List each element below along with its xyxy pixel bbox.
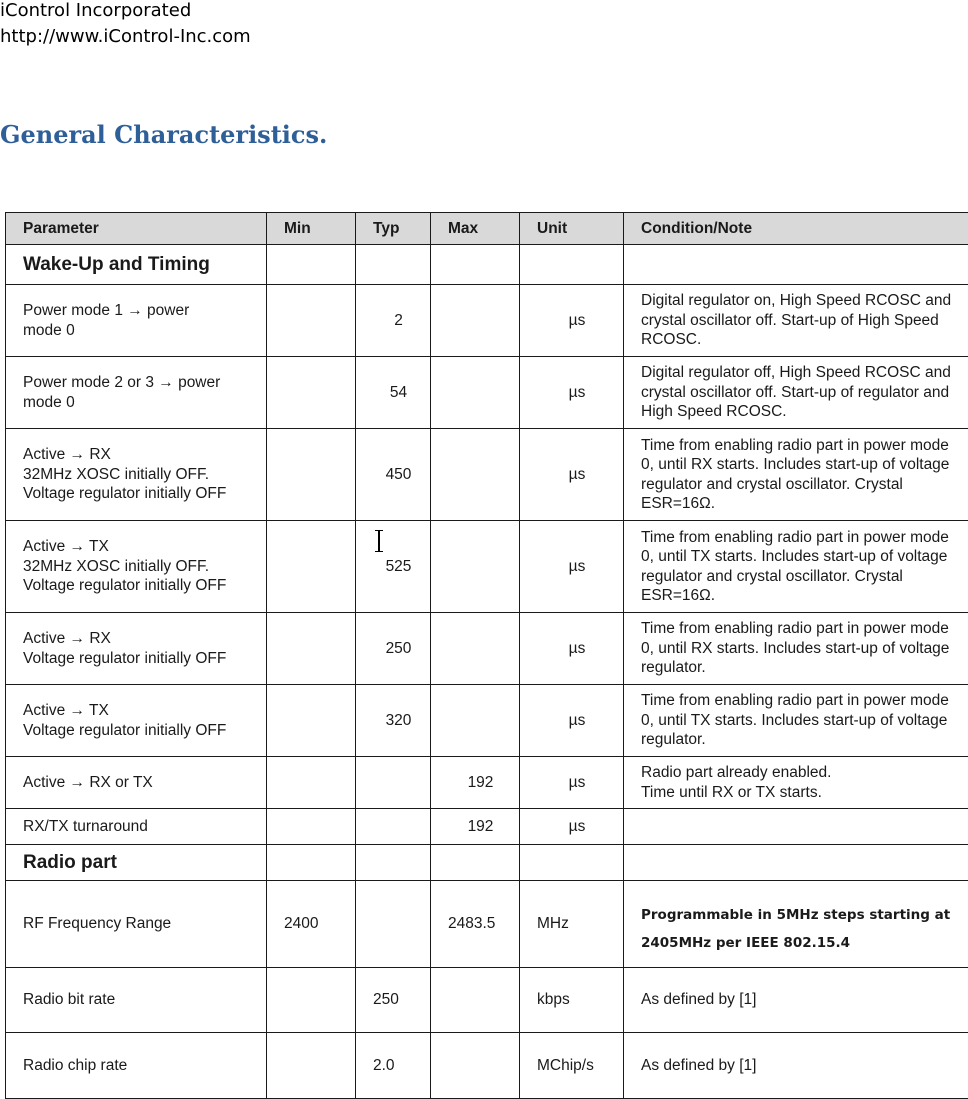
company-name: iControl Incorporated [0, 0, 191, 22]
cell-max [431, 685, 520, 757]
col-max: Max [431, 213, 520, 245]
cell-min [267, 429, 356, 521]
cell-note: As defined by [1] [624, 968, 968, 1033]
cell-max [431, 285, 520, 357]
cell-min [267, 757, 356, 809]
cell-note: Radio part already enabled. Time until RX or TX starts. [624, 757, 968, 809]
cell-typ [356, 881, 431, 968]
cell-max [431, 1033, 520, 1099]
cell-typ: 250 [356, 613, 431, 685]
col-min: Min [267, 213, 356, 245]
cell-max [431, 429, 520, 521]
cell-note [624, 809, 968, 845]
cell-parameter: Active → TX 32MHz XOSC initially OFF. Voltage regulator initially OFF [6, 521, 267, 613]
cell-min [267, 809, 356, 845]
cell-typ: 2.0 [356, 1033, 431, 1099]
cell-unit: µs [520, 521, 624, 613]
cell-unit: MChip/s [520, 1033, 624, 1099]
table-row [6, 809, 968, 845]
cell-max: 192 [431, 809, 520, 845]
cell-unit: µs [520, 285, 624, 357]
cell-typ [356, 809, 431, 845]
cell-parameter: Active → RX 32MHz XOSC initially OFF. Voltage regulator initially OFF [6, 429, 267, 521]
cell-typ: 54 [356, 357, 431, 429]
cell-min: 2400 [267, 881, 356, 968]
table-row [6, 881, 968, 968]
cell-max: 2483.5 [431, 881, 520, 968]
table-row [6, 285, 968, 357]
cell-parameter: Power mode 2 or 3 → power mode 0 [6, 357, 267, 429]
cell-unit: µs [520, 757, 624, 809]
table-row [6, 429, 968, 521]
cell-min [267, 521, 356, 613]
cell-min [267, 285, 356, 357]
table-row [6, 613, 968, 685]
cell-typ: 2 [356, 285, 431, 357]
cell-min [267, 685, 356, 757]
cell-unit: kbps [520, 968, 624, 1033]
cell-max [431, 357, 520, 429]
cell-note: Time from enabling radio part in power mode 0, until TX starts. Includes start-up of voltage regulator. [624, 685, 968, 757]
cell-unit: MHz [520, 881, 624, 968]
cell-parameter: Power mode 1 → power mode 0 [6, 285, 267, 357]
cell-max [431, 613, 520, 685]
cell-min [267, 613, 356, 685]
section-title-wake-up: Wake-Up and Timing [6, 245, 267, 285]
cell-unit: µs [520, 357, 624, 429]
cell-parameter: RX/TX turnaround [6, 809, 267, 845]
section-row [6, 245, 968, 285]
cell-note: Time from enabling radio part in power mode 0, until TX starts. Includes start-up of voltage regulator and crystal oscillator. Crystal ESR=16Ω. [624, 521, 968, 613]
cell-parameter: Active → RX or TX [6, 757, 267, 809]
cell-unit: µs [520, 613, 624, 685]
cell-min [267, 1033, 356, 1099]
cell-parameter: Radio chip rate [6, 1033, 267, 1099]
text-cursor-icon [375, 530, 383, 552]
table-row [6, 1033, 968, 1099]
cell-typ: 320 [356, 685, 431, 757]
cell-max [431, 968, 520, 1033]
cell-note: Digital regulator on, High Speed RCOSC and crystal oscillator off. Start-up of High Speed RCOSC. [624, 285, 968, 357]
col-typ: Typ [356, 213, 431, 245]
table-row [6, 685, 968, 757]
cell-note-text: Programmable in 5MHz steps starting at 2405MHz per IEEE 802.15.4 [641, 891, 962, 957]
cell-parameter: Radio bit rate [6, 968, 267, 1033]
section-title-radio-part: Radio part [6, 845, 267, 881]
cell-max [431, 521, 520, 613]
cell-note: As defined by [1] [624, 1033, 968, 1099]
col-condition-note: Condition/Note [624, 213, 968, 245]
cell-unit: µs [520, 429, 624, 521]
cell-unit: µs [520, 809, 624, 845]
cell-min [267, 357, 356, 429]
cell-note: Time from enabling radio part in power mode 0, until RX starts. Includes start-up of voltage regulator and crystal oscillator. Crystal ESR=16Ω. [624, 429, 968, 521]
cell-min [267, 968, 356, 1033]
cell-typ [356, 757, 431, 809]
table-row [6, 757, 968, 809]
cell-parameter: Active → RX Voltage regulator initially OFF [6, 613, 267, 685]
table-row [6, 968, 968, 1033]
cell-max: 192 [431, 757, 520, 809]
table-header-row [6, 213, 968, 245]
cell-typ: 250 [356, 968, 431, 1033]
cell-note [624, 881, 968, 968]
characteristics-table [5, 212, 968, 1099]
cell-parameter: RF Frequency Range [6, 881, 267, 968]
section-row [6, 845, 968, 881]
cell-typ: 525 [356, 521, 431, 613]
cell-note: Time from enabling radio part in power mode 0, until RX starts. Includes start-up of voltage regulator. [624, 613, 968, 685]
cell-parameter: Active → TX Voltage regulator initially OFF [6, 685, 267, 757]
cell-note: Digital regulator off, High Speed RCOSC and crystal oscillator off. Start-up of regulator and High Speed RCOSC. [624, 357, 968, 429]
table-row [6, 357, 968, 429]
col-parameter: Parameter [6, 213, 267, 245]
cell-typ: 450 [356, 429, 431, 521]
table-row [6, 521, 968, 613]
company-url[interactable]: http://www.iControl-Inc.com [0, 26, 251, 48]
col-unit: Unit [520, 213, 624, 245]
page-title: General Characteristics. [0, 120, 327, 149]
cell-unit: µs [520, 685, 624, 757]
